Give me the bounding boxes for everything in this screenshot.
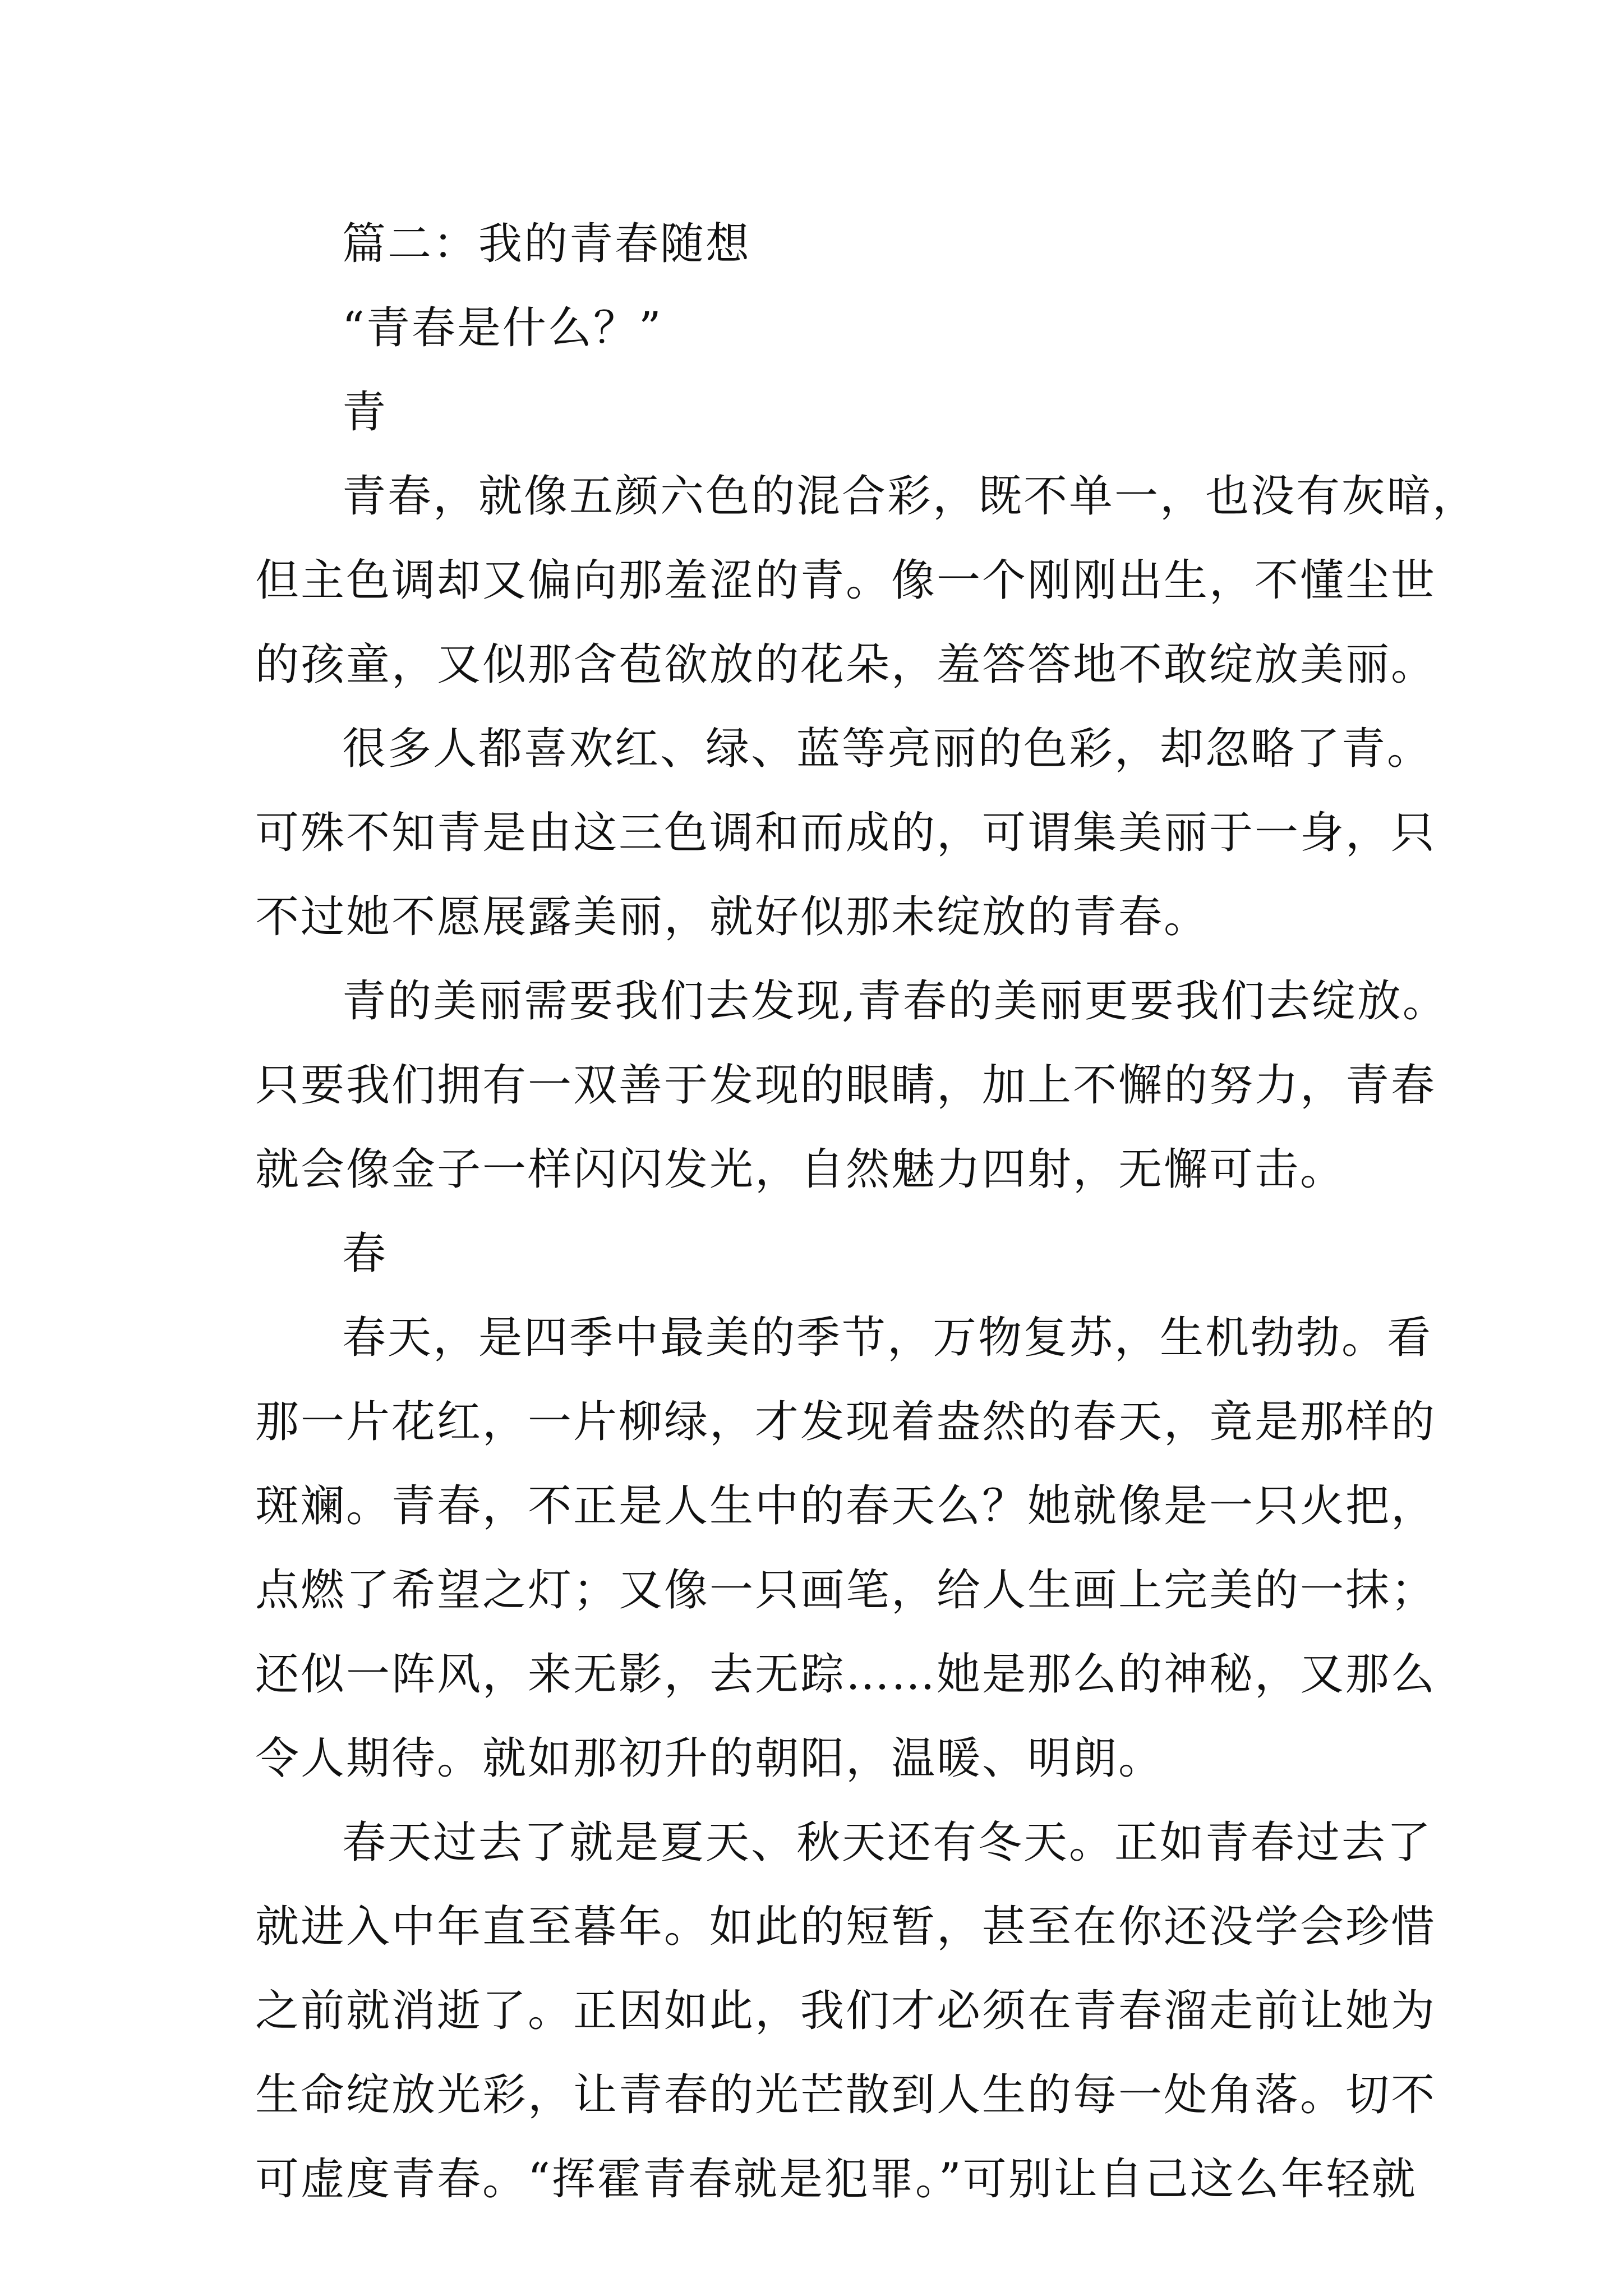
- text-line: 只要我们拥有一双善于发现的眼睛，加上不懈的努力，青春: [255, 1060, 1437, 1111]
- text-line: 斑斓。青春，不正是人生中的春天么？她就像是一只火把，: [255, 1481, 1437, 1531]
- text-line: 之前就消逝了。正因如此，我们才必须在青春溜走前让她为: [255, 1986, 1437, 2036]
- text-line: 点燃了希望之灯；又像一只画笔，给人生画上完美的一抹；: [255, 1565, 1437, 1616]
- text-line: 很多人都喜欢红、绿、蓝等亮丽的色彩，却忽略了青。: [342, 724, 1433, 774]
- section-heading: 篇二：我的青春随想: [342, 219, 751, 269]
- subheading-qing: 青: [342, 387, 388, 438]
- text-line: 还似一阵风，来无影，去无踪……她是那么的神秘，又那么: [255, 1649, 1437, 1700]
- text-line: 春天，是四季中最美的季节，万物复苏，生机勃勃。看: [342, 1313, 1433, 1363]
- text-line: 就会像金子一样闪闪发光，自然魅力四射，无懈可击。: [255, 1144, 1346, 1195]
- text-line: 那一片花红，一片柳绿，才发现着盎然的春天，竟是那样的: [255, 1397, 1437, 1447]
- text-line: “青春是什么？”: [342, 303, 663, 353]
- text-line: 春天过去了就是夏天、秋天还有冬天。正如青春过去了: [342, 1818, 1433, 1868]
- text-line: 令人期待。就如那初升的朝阳，温暖、明朗。: [255, 1733, 1164, 1784]
- subheading-chun: 春: [342, 1228, 388, 1279]
- text-line: 生命绽放光彩，让青春的光芒散到人生的每一处角落。切不: [255, 2070, 1437, 2120]
- text-line: 就进入中年直至暮年。如此的短暂，甚至在你还没学会珍惜: [255, 1902, 1437, 1952]
- text-line: 青春，就像五颜六色的混合彩，既不单一，也没有灰暗，: [342, 471, 1478, 522]
- text-line: 可虚度青春。“挥霍青春就是犯罪。”可别让自己这么年轻就: [255, 2154, 1417, 2205]
- text-line: 的孩童，又似那含苞欲放的花朵，羞答答地不敢绽放美丽。: [255, 639, 1437, 690]
- text-line: 不过她不愿展露美丽，就好似那未绽放的青春。: [255, 892, 1210, 942]
- text-line: 青的美丽需要我们去发现,青春的美丽更要我们去绽放。: [342, 976, 1448, 1027]
- text-line: 可殊不知青是由这三色调和而成的，可谓集美丽于一身，只: [255, 808, 1437, 858]
- text-line: 但主色调却又偏向那羞涩的青。像一个刚刚出生，不懂尘世: [255, 555, 1437, 606]
- body-text: [255, 202, 1478, 2221]
